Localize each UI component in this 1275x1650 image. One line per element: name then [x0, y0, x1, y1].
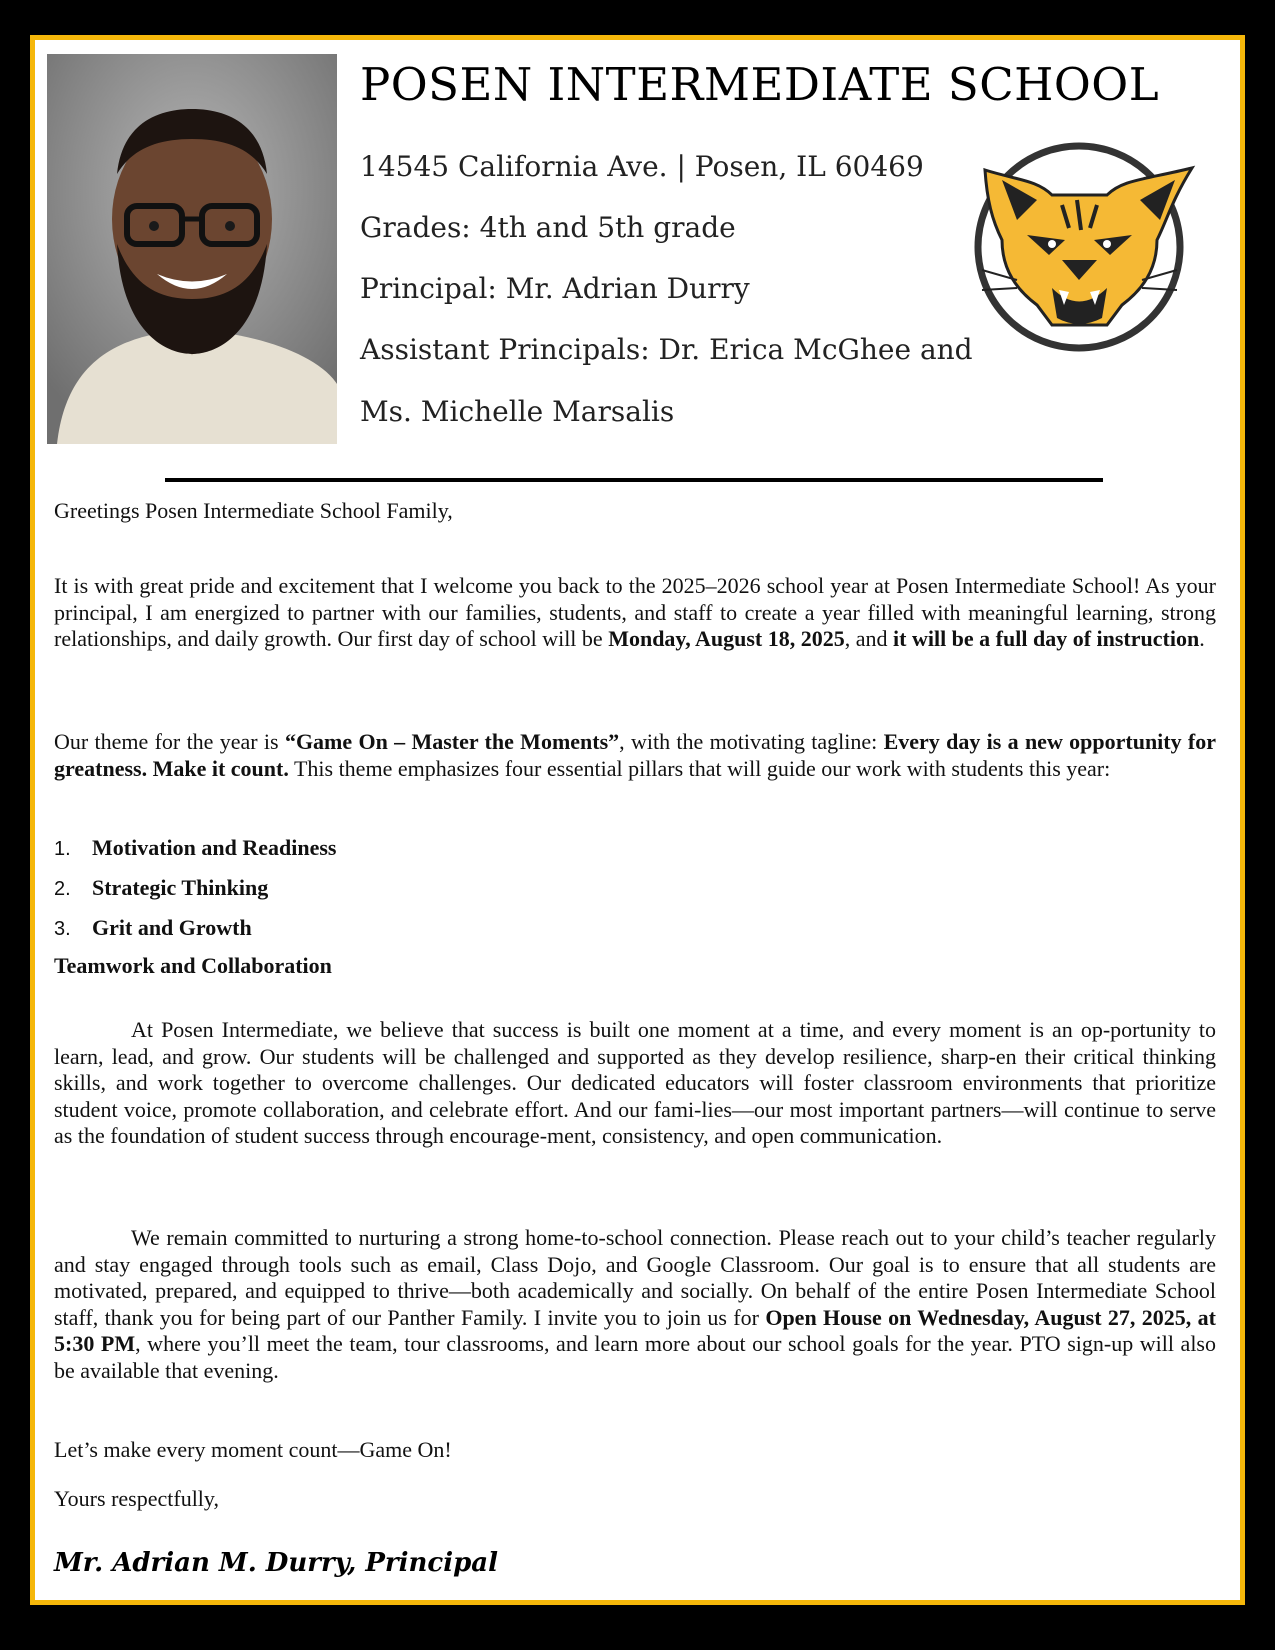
greeting: Greetings Posen Intermediate School Family, [54, 498, 453, 523]
assistant-principals-line-1: Assistant Principals: Dr. Erica McGhee and [360, 333, 973, 366]
header-divider [165, 478, 1103, 482]
list-item: 3. Grit and Growth [54, 915, 252, 940]
school-address: 14545 California Ave. | Posen, IL 60469 [360, 150, 924, 183]
page-border-right [1267, 0, 1275, 1650]
paragraph-belief: At Posen Intermediate, we believe that success is built one moment at a time, and every moment is an op-portunity to learn, lead, and grow. Our students will be challenged and supported as they develop resilience, sharp-en their critical thinking skills, and work together to overcome challenges. Our dedicated educators will foster classroom environments that prioritize student voice, promote collaboration, and celebrate effort. And our fami-lies—our most important partners—will continue to serve as the foundation of student success through encourage-ment, consistency, and open communication. [54, 1017, 1216, 1148]
school-name: POSEN INTERMEDIATE SCHOOL [360, 58, 1160, 111]
page-border-left [0, 0, 8, 1650]
principal-photo [47, 54, 337, 444]
page-border-top [0, 0, 1275, 8]
black-frame-right [1245, 8, 1267, 1642]
panther-mascot-icon [957, 140, 1202, 355]
principal-line: Principal: Mr. Adrian Durry [360, 272, 750, 305]
black-frame-left [8, 8, 30, 1642]
paragraph-theme: Our theme for the year is “Game On – Master the Moments”, with the motivating tagline: Every day is a new opportunity for greatness. Make it count. This theme emphasizes four essential pillars that will guide our work with students this year: [54, 729, 1217, 781]
black-frame-bottom [8, 1605, 1267, 1642]
paragraph-welcome: It is with great pride and excitement that I welcome you back to the 2025–2026 school year at Posen Intermediate School! As your principal, I am energized to partner with our families, students, and staff to create a year filled with meaningful learning, strong relationships, and daily growth. Our first day of school will be Monday, August 18, 2025, and it will be a full day of instruction. [54, 573, 1216, 651]
list-item: 1. Motivation and Readiness [54, 835, 337, 860]
valediction: Yours respectfully, [54, 1486, 219, 1511]
closing-line: Let’s make every moment count—Game On! [54, 1437, 452, 1462]
list-item: 2. Strategic Thinking [54, 875, 269, 900]
signature: Mr. Adrian M. Durry, Principal [54, 1548, 499, 1578]
black-frame-top [8, 8, 1267, 35]
paragraph-connection: We remain committed to nurturing a strong home-to-school connection. Please reach out to your child’s teacher regularly and stay engaged through tools such as email, Class Dojo, and Google Classroom. Our goal is to ensure that all students are motivated, prepared, and equipped to thrive—both academically and socially. On behalf of the entire Posen Intermediate School staff, thank you for being part of our Panther Family. I invite you to join us for Open House on Wednesday, August 27, 2025, at 5:30 PM, where you’ll meet the team, tour classrooms, and learn more about our school goals for the year. PTO sign-up will also be available that evening. [54, 1225, 1216, 1383]
page-border-bottom [0, 1642, 1275, 1650]
assistant-principals-line-2: Ms. Michelle Marsalis [360, 395, 675, 428]
grades-line: Grades: 4th and 5th grade [360, 211, 736, 244]
list-item-unnumbered: Teamwork and Collaboration [54, 953, 332, 978]
